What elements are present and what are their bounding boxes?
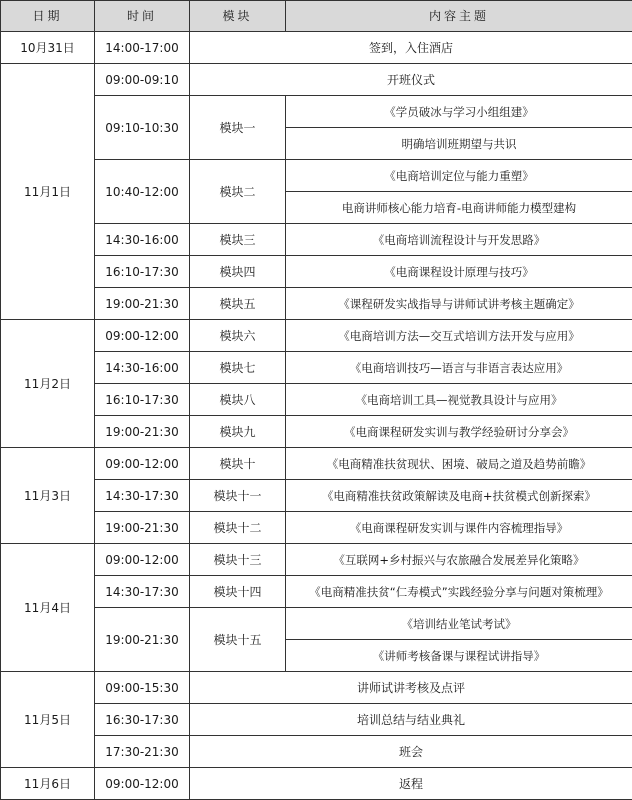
time-cell: 14:00-17:00 — [95, 32, 190, 64]
time-cell: 14:30-16:00 — [95, 352, 190, 384]
topic-cell: 开班仪式 — [190, 64, 632, 96]
topic-cell: 签到，入住酒店 — [190, 32, 632, 64]
time-cell: 09:00-15:30 — [95, 672, 190, 704]
table-row — [1, 288, 632, 320]
table-row — [1, 704, 632, 736]
table-row — [1, 256, 632, 288]
date-cell: 11月5日 — [1, 672, 95, 768]
module-cell: 模块二 — [190, 160, 286, 224]
topic-cell: 培训总结与结业典礼 — [190, 704, 632, 736]
table-row — [1, 544, 632, 576]
time-cell: 14:30-17:30 — [95, 480, 190, 512]
module-cell: 模块八 — [190, 384, 286, 416]
topic-cell: 电商讲师核心能力培育-电商讲师能力模型建构 — [286, 192, 632, 224]
module-cell: 模块十二 — [190, 512, 286, 544]
table-row — [1, 96, 632, 128]
topic-cell: 《电商课程设计原理与技巧》 — [286, 256, 632, 288]
table-row — [1, 480, 632, 512]
time-cell: 14:30-17:30 — [95, 576, 190, 608]
module-cell: 模块七 — [190, 352, 286, 384]
topic-cell: 《电商培训流程设计与开发思路》 — [286, 224, 632, 256]
table-row — [1, 320, 632, 352]
time-cell: 19:00-21:30 — [95, 416, 190, 448]
time-cell: 14:30-16:00 — [95, 224, 190, 256]
header-row — [1, 1, 632, 32]
topic-cell: 《电商培训技巧—语言与非语言表达应用》 — [286, 352, 632, 384]
table-row — [1, 384, 632, 416]
module-cell: 模块六 — [190, 320, 286, 352]
topic-cell: 《互联网+乡村振兴与农旅融合发展差异化策略》 — [286, 544, 632, 576]
header-time: 时间 — [95, 1, 190, 32]
date-cell: 10月31日 — [1, 32, 95, 64]
module-cell: 模块三 — [190, 224, 286, 256]
table-row — [1, 32, 632, 64]
topic-cell: 《电商精准扶贫政策解读及电商+扶贫模式创新探索》 — [286, 480, 632, 512]
topic-cell: 《电商培训定位与能力重塑》 — [286, 160, 632, 192]
topic-cell: 《电商精准扶贫“仁寿模式”实践经验分享与问题对策梳理》 — [286, 576, 632, 608]
topic-cell: 《培训结业笔试考试》 — [286, 608, 632, 640]
time-cell: 19:00-21:30 — [95, 512, 190, 544]
module-cell: 模块九 — [190, 416, 286, 448]
time-cell: 19:00-21:30 — [95, 288, 190, 320]
module-cell: 模块十四 — [190, 576, 286, 608]
topic-cell: 《电商培训工具—视觉教具设计与应用》 — [286, 384, 632, 416]
time-cell: 16:10-17:30 — [95, 256, 190, 288]
table-row — [1, 672, 632, 704]
topic-cell: 《电商精准扶贫现状、困境、破局之道及趋势前瞻》 — [286, 448, 632, 480]
date-cell: 11月3日 — [1, 448, 95, 544]
topic-cell: 《讲师考核备课与课程试讲指导》 — [286, 640, 632, 672]
topic-cell: 《学员破冰与学习小组组建》 — [286, 96, 632, 128]
time-cell: 09:00-12:00 — [95, 544, 190, 576]
time-cell: 09:00-12:00 — [95, 320, 190, 352]
module-cell: 模块十五 — [190, 608, 286, 672]
topic-cell: 《电商培训方法—交互式培训方法开发与应用》 — [286, 320, 632, 352]
time-cell: 19:00-21:30 — [95, 608, 190, 672]
topic-cell: 明确培训班期望与共识 — [286, 128, 632, 160]
module-cell: 模块十一 — [190, 480, 286, 512]
date-cell: 11月1日 — [1, 64, 95, 320]
table-row — [1, 64, 632, 96]
time-cell: 16:30-17:30 — [95, 704, 190, 736]
module-cell: 模块十三 — [190, 544, 286, 576]
table-row — [1, 608, 632, 640]
module-cell: 模块五 — [190, 288, 286, 320]
topic-cell: 班会 — [190, 736, 632, 768]
date-cell: 11月2日 — [1, 320, 95, 448]
module-cell: 模块一 — [190, 96, 286, 160]
table-row — [1, 352, 632, 384]
table-row — [1, 224, 632, 256]
time-cell: 10:40-12:00 — [95, 160, 190, 224]
topic-cell: 《电商课程研发实训与课件内容梳理指导》 — [286, 512, 632, 544]
time-cell: 16:10-17:30 — [95, 384, 190, 416]
topic-cell: 《电商课程研发实训与教学经验研讨分享会》 — [286, 416, 632, 448]
module-cell: 模块十 — [190, 448, 286, 480]
time-cell: 09:10-10:30 — [95, 96, 190, 160]
time-cell: 09:00-12:00 — [95, 448, 190, 480]
table-row — [1, 512, 632, 544]
table-row — [1, 768, 632, 800]
date-cell: 11月4日 — [1, 544, 95, 672]
table-row — [1, 736, 632, 768]
table-row — [1, 416, 632, 448]
topic-cell: 《课程研发实战指导与讲师试讲考核主题确定》 — [286, 288, 632, 320]
topic-cell: 返程 — [190, 768, 632, 800]
header-date: 日期 — [1, 1, 95, 32]
time-cell: 09:00-09:10 — [95, 64, 190, 96]
date-cell: 11月6日 — [1, 768, 95, 800]
header-module: 模块 — [190, 1, 286, 32]
header-topic: 内容主题 — [286, 1, 632, 32]
time-cell: 17:30-21:30 — [95, 736, 190, 768]
table-row — [1, 448, 632, 480]
time-cell: 09:00-12:00 — [95, 768, 190, 800]
table-row — [1, 160, 632, 192]
topic-cell: 讲师试讲考核及点评 — [190, 672, 632, 704]
table-row — [1, 576, 632, 608]
module-cell: 模块四 — [190, 256, 286, 288]
